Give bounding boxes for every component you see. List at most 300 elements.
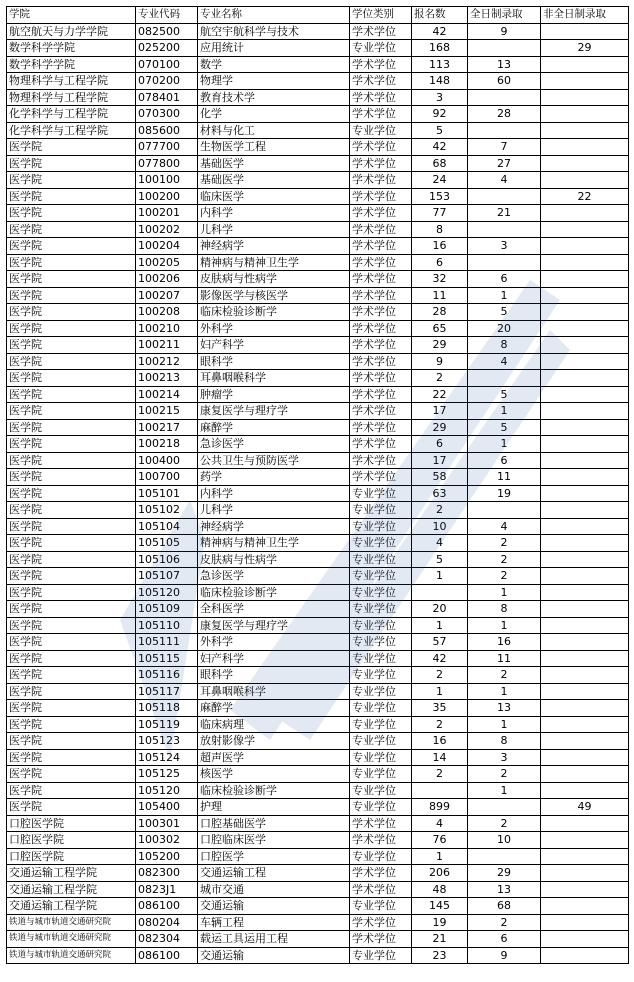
table-row (7, 320, 629, 337)
cell-college: 医学院 (7, 188, 136, 205)
cell-college: 铁道与城市轨道交通研究院 (7, 914, 136, 931)
cell-degree-type: 专业学位 (350, 617, 412, 634)
cell-fulltime: 4 (468, 518, 541, 535)
cell-degree-type: 学术学位 (350, 205, 412, 222)
cell-parttime: 29 (541, 40, 629, 57)
table-row (7, 419, 629, 436)
cell-parttime (541, 139, 629, 156)
cell-parttime (541, 733, 629, 750)
cell-college: 医学院 (7, 370, 136, 387)
cell-fulltime: 19 (468, 485, 541, 502)
cell-degree-type: 专业学位 (350, 947, 412, 964)
cell-code: 100400 (136, 452, 198, 469)
table-row (7, 73, 629, 90)
cell-parttime (541, 898, 629, 915)
cell-college: 医学院 (7, 733, 136, 750)
cell-major: 化学 (198, 106, 350, 123)
cell-parttime (541, 848, 629, 865)
cell-parttime (541, 304, 629, 321)
cell-parttime (541, 650, 629, 667)
cell-fulltime: 2 (468, 667, 541, 684)
cell-code: 085600 (136, 122, 198, 139)
cell-parttime (541, 881, 629, 898)
cell-major: 麻醉学 (198, 419, 350, 436)
cell-code: 100207 (136, 287, 198, 304)
table-row (7, 304, 629, 321)
cell-applicants: 35 (412, 700, 468, 717)
cell-fulltime: 1 (468, 716, 541, 733)
table-row (7, 634, 629, 651)
table-row (7, 155, 629, 172)
table-row (7, 716, 629, 733)
cell-college: 医学院 (7, 386, 136, 403)
cell-college: 医学院 (7, 716, 136, 733)
cell-code: 100205 (136, 254, 198, 271)
table-row (7, 766, 629, 783)
cell-parttime (541, 106, 629, 123)
cell-degree-type: 专业学位 (350, 782, 412, 799)
cell-degree-type: 专业学位 (350, 634, 412, 651)
cell-major: 药学 (198, 469, 350, 486)
cell-code: 100211 (136, 337, 198, 354)
table-row (7, 56, 629, 73)
cell-code: 100201 (136, 205, 198, 222)
cell-degree-type: 专业学位 (350, 716, 412, 733)
cell-applicants: 10 (412, 518, 468, 535)
cell-college: 交通运输工程学院 (7, 865, 136, 882)
table-row (7, 535, 629, 552)
cell-fulltime (468, 89, 541, 106)
cell-degree-type: 学术学位 (350, 865, 412, 882)
cell-code: 105101 (136, 485, 198, 502)
cell-degree-type: 专业学位 (350, 733, 412, 750)
cell-college: 医学院 (7, 436, 136, 453)
cell-code: 105120 (136, 584, 198, 601)
cell-major: 麻醉学 (198, 700, 350, 717)
cell-degree-type: 专业学位 (350, 601, 412, 618)
cell-applicants: 29 (412, 419, 468, 436)
table-row (7, 551, 629, 568)
cell-fulltime: 21 (468, 205, 541, 222)
cell-parttime (541, 73, 629, 90)
cell-code: 105115 (136, 650, 198, 667)
cell-fulltime (468, 221, 541, 238)
table-row (7, 584, 629, 601)
cell-code: 100210 (136, 320, 198, 337)
cell-fulltime: 2 (468, 535, 541, 552)
cell-college: 交通运输工程学院 (7, 898, 136, 915)
cell-major: 外科学 (198, 634, 350, 651)
cell-major: 儿科学 (198, 502, 350, 519)
cell-parttime: 49 (541, 799, 629, 816)
cell-code: 077800 (136, 155, 198, 172)
cell-major: 教育技术学 (198, 89, 350, 106)
cell-degree-type: 学术学位 (350, 337, 412, 354)
cell-college: 化学科学与工程学院 (7, 106, 136, 123)
cell-college: 化学科学与工程学院 (7, 122, 136, 139)
cell-fulltime: 4 (468, 172, 541, 189)
cell-college: 医学院 (7, 320, 136, 337)
table-row (7, 568, 629, 585)
cell-major: 超声医学 (198, 749, 350, 766)
cell-applicants: 1 (412, 617, 468, 634)
cell-parttime (541, 716, 629, 733)
cell-degree-type: 专业学位 (350, 749, 412, 766)
cell-degree-type: 专业学位 (350, 40, 412, 57)
cell-parttime (541, 749, 629, 766)
table-row (7, 188, 629, 205)
cell-college: 医学院 (7, 551, 136, 568)
cell-applicants: 2 (412, 667, 468, 684)
cell-code: 105116 (136, 667, 198, 684)
cell-major: 放射影像学 (198, 733, 350, 750)
cell-degree-type: 学术学位 (350, 815, 412, 832)
cell-degree-type: 专业学位 (350, 568, 412, 585)
cell-code: 105125 (136, 766, 198, 783)
cell-fulltime: 11 (468, 650, 541, 667)
cell-code: 070100 (136, 56, 198, 73)
cell-code: 082304 (136, 931, 198, 948)
cell-parttime (541, 782, 629, 799)
cell-parttime (541, 254, 629, 271)
cell-code: 070200 (136, 73, 198, 90)
cell-applicants: 42 (412, 139, 468, 156)
cell-parttime (541, 584, 629, 601)
cell-college: 医学院 (7, 535, 136, 552)
cell-college: 医学院 (7, 139, 136, 156)
cell-degree-type: 专业学位 (350, 551, 412, 568)
cell-major: 临床病理 (198, 716, 350, 733)
cell-fulltime: 1 (468, 287, 541, 304)
cell-fulltime: 8 (468, 601, 541, 618)
cell-college: 医学院 (7, 271, 136, 288)
cell-applicants: 1 (412, 848, 468, 865)
cell-fulltime (468, 799, 541, 816)
cell-degree-type: 学术学位 (350, 832, 412, 849)
cell-applicants: 8 (412, 221, 468, 238)
cell-fulltime: 13 (468, 881, 541, 898)
cell-fulltime: 2 (468, 568, 541, 585)
table-row (7, 386, 629, 403)
cell-college: 医学院 (7, 172, 136, 189)
cell-applicants: 17 (412, 452, 468, 469)
cell-college: 医学院 (7, 353, 136, 370)
cell-degree-type: 学术学位 (350, 254, 412, 271)
cell-college: 医学院 (7, 617, 136, 634)
cell-degree-type: 学术学位 (350, 304, 412, 321)
cell-major: 航空宇航科学与技术 (198, 23, 350, 40)
cell-applicants: 2 (412, 716, 468, 733)
cell-applicants: 63 (412, 485, 468, 502)
cell-degree-type: 专业学位 (350, 898, 412, 915)
cell-college: 物理科学与工程学院 (7, 89, 136, 106)
cell-fulltime: 60 (468, 73, 541, 90)
cell-degree-type: 学术学位 (350, 271, 412, 288)
cell-degree-type: 学术学位 (350, 419, 412, 436)
cell-degree-type: 专业学位 (350, 535, 412, 552)
table-row (7, 40, 629, 57)
cell-major: 交通运输 (198, 898, 350, 915)
cell-college: 医学院 (7, 683, 136, 700)
cell-applicants: 145 (412, 898, 468, 915)
cell-college: 医学院 (7, 584, 136, 601)
cell-fulltime (468, 40, 541, 57)
cell-applicants: 5 (412, 551, 468, 568)
cell-college: 医学院 (7, 650, 136, 667)
cell-major: 材料与化工 (198, 122, 350, 139)
cell-parttime (541, 89, 629, 106)
cell-major: 临床检验诊断学 (198, 584, 350, 601)
cell-parttime (541, 122, 629, 139)
cell-parttime (541, 766, 629, 783)
cell-major: 交通运输工程 (198, 865, 350, 882)
cell-college: 医学院 (7, 667, 136, 684)
table-row (7, 122, 629, 139)
cell-major: 临床检验诊断学 (198, 782, 350, 799)
cell-major: 眼科学 (198, 667, 350, 684)
table-row (7, 221, 629, 238)
cell-college: 口腔医学院 (7, 848, 136, 865)
cell-major: 耳鼻咽喉科学 (198, 683, 350, 700)
cell-parttime (541, 370, 629, 387)
cell-applicants: 3 (412, 89, 468, 106)
cell-code: 100204 (136, 238, 198, 255)
cell-code: 105124 (136, 749, 198, 766)
cell-college: 数学科学学院 (7, 40, 136, 57)
cell-code: 025200 (136, 40, 198, 57)
cell-parttime (541, 667, 629, 684)
cell-code: 077700 (136, 139, 198, 156)
cell-fulltime: 68 (468, 898, 541, 915)
cell-applicants: 21 (412, 931, 468, 948)
cell-applicants: 32 (412, 271, 468, 288)
cell-degree-type: 学术学位 (350, 353, 412, 370)
table-row (7, 832, 629, 849)
cell-applicants: 16 (412, 733, 468, 750)
table-row (7, 667, 629, 684)
table-row (7, 914, 629, 931)
cell-degree-type: 专业学位 (350, 766, 412, 783)
cell-parttime (541, 353, 629, 370)
cell-college: 医学院 (7, 700, 136, 717)
cell-major: 儿科学 (198, 221, 350, 238)
cell-parttime (541, 172, 629, 189)
cell-college: 医学院 (7, 502, 136, 519)
cell-fulltime: 27 (468, 155, 541, 172)
table-row (7, 782, 629, 799)
table-row (7, 683, 629, 700)
cell-major: 妇产科学 (198, 650, 350, 667)
cell-code: 105102 (136, 502, 198, 519)
cell-college: 医学院 (7, 485, 136, 502)
cell-fulltime: 2 (468, 551, 541, 568)
cell-code: 100301 (136, 815, 198, 832)
table-row (7, 601, 629, 618)
cell-code: 100217 (136, 419, 198, 436)
cell-parttime (541, 23, 629, 40)
cell-degree-type: 学术学位 (350, 403, 412, 420)
header-col-college: 学院 (7, 7, 136, 24)
cell-applicants: 168 (412, 40, 468, 57)
cell-college: 航空航天与力学学院 (7, 23, 136, 40)
cell-fulltime: 1 (468, 782, 541, 799)
cell-fulltime: 2 (468, 914, 541, 931)
cell-parttime (541, 205, 629, 222)
cell-applicants (412, 584, 468, 601)
cell-major: 物理学 (198, 73, 350, 90)
cell-major: 影像医学与核医学 (198, 287, 350, 304)
table-row (7, 89, 629, 106)
cell-degree-type: 学术学位 (350, 436, 412, 453)
cell-code: 082300 (136, 865, 198, 882)
enrollment-table (6, 6, 629, 964)
cell-major: 精神病与精神卫生学 (198, 535, 350, 552)
cell-major: 车辆工程 (198, 914, 350, 931)
table-row (7, 403, 629, 420)
cell-fulltime: 10 (468, 832, 541, 849)
cell-parttime (541, 452, 629, 469)
cell-code: 105118 (136, 700, 198, 717)
cell-major: 内科学 (198, 205, 350, 222)
cell-major: 应用统计 (198, 40, 350, 57)
cell-fulltime: 16 (468, 634, 541, 651)
cell-code: 100302 (136, 832, 198, 849)
table-row (7, 139, 629, 156)
table-row (7, 947, 629, 964)
table-row (7, 931, 629, 948)
cell-code: 105119 (136, 716, 198, 733)
cell-applicants: 9 (412, 353, 468, 370)
cell-parttime (541, 469, 629, 486)
cell-college: 医学院 (7, 254, 136, 271)
cell-applicants (412, 782, 468, 799)
cell-code: 100215 (136, 403, 198, 420)
cell-applicants: 899 (412, 799, 468, 816)
cell-applicants: 2 (412, 370, 468, 387)
cell-fulltime: 11 (468, 469, 541, 486)
cell-code: 100700 (136, 469, 198, 486)
cell-code: 080204 (136, 914, 198, 931)
cell-major: 神经病学 (198, 238, 350, 255)
cell-code: 105120 (136, 782, 198, 799)
cell-fulltime: 6 (468, 931, 541, 948)
table-row (7, 469, 629, 486)
cell-college: 口腔医学院 (7, 815, 136, 832)
cell-college: 医学院 (7, 634, 136, 651)
cell-fulltime: 3 (468, 238, 541, 255)
cell-code: 105111 (136, 634, 198, 651)
cell-applicants: 29 (412, 337, 468, 354)
cell-major: 载运工具运用工程 (198, 931, 350, 948)
cell-major: 康复医学与理疗学 (198, 403, 350, 420)
cell-fulltime: 2 (468, 766, 541, 783)
cell-parttime (541, 221, 629, 238)
cell-degree-type: 学术学位 (350, 188, 412, 205)
cell-college: 医学院 (7, 452, 136, 469)
cell-applicants: 24 (412, 172, 468, 189)
table-row (7, 436, 629, 453)
table-row (7, 370, 629, 387)
cell-code: 105200 (136, 848, 198, 865)
cell-parttime (541, 832, 629, 849)
cell-college: 医学院 (7, 799, 136, 816)
cell-college: 医学院 (7, 205, 136, 222)
cell-parttime (541, 271, 629, 288)
cell-major: 神经病学 (198, 518, 350, 535)
table-row (7, 353, 629, 370)
cell-college: 医学院 (7, 337, 136, 354)
cell-fulltime: 20 (468, 320, 541, 337)
cell-major: 临床医学 (198, 188, 350, 205)
cell-degree-type: 专业学位 (350, 584, 412, 601)
cell-applicants: 6 (412, 436, 468, 453)
cell-parttime (541, 931, 629, 948)
cell-applicants: 2 (412, 766, 468, 783)
cell-major: 护理 (198, 799, 350, 816)
cell-code: 105106 (136, 551, 198, 568)
cell-fulltime: 9 (468, 947, 541, 964)
cell-code: 100212 (136, 353, 198, 370)
cell-college: 数学科学学院 (7, 56, 136, 73)
cell-major: 急诊医学 (198, 568, 350, 585)
cell-degree-type: 学术学位 (350, 221, 412, 238)
cell-degree-type: 专业学位 (350, 848, 412, 865)
table-row (7, 287, 629, 304)
cell-degree-type: 专业学位 (350, 799, 412, 816)
cell-code: 105105 (136, 535, 198, 552)
cell-parttime (541, 535, 629, 552)
cell-code: 100100 (136, 172, 198, 189)
cell-college: 医学院 (7, 568, 136, 585)
header-col-applicants: 报名数 (412, 7, 468, 24)
table-row (7, 23, 629, 40)
cell-code: 100214 (136, 386, 198, 403)
cell-college: 医学院 (7, 518, 136, 535)
cell-degree-type: 学术学位 (350, 469, 412, 486)
cell-code: 100206 (136, 271, 198, 288)
table-row (7, 848, 629, 865)
cell-parttime (541, 568, 629, 585)
cell-fulltime: 28 (468, 106, 541, 123)
cell-major: 城市交通 (198, 881, 350, 898)
cell-major: 口腔基础医学 (198, 815, 350, 832)
cell-degree-type: 学术学位 (350, 155, 412, 172)
table-row (7, 172, 629, 189)
cell-major: 核医学 (198, 766, 350, 783)
cell-applicants: 148 (412, 73, 468, 90)
cell-degree-type: 专业学位 (350, 502, 412, 519)
cell-degree-type: 学术学位 (350, 287, 412, 304)
cell-fulltime: 13 (468, 700, 541, 717)
cell-code: 0823J1 (136, 881, 198, 898)
cell-college: 医学院 (7, 238, 136, 255)
cell-major: 皮肤病与性病学 (198, 271, 350, 288)
cell-applicants: 28 (412, 304, 468, 321)
cell-major: 基础医学 (198, 172, 350, 189)
cell-college: 医学院 (7, 403, 136, 420)
cell-fulltime (468, 188, 541, 205)
cell-degree-type: 专业学位 (350, 122, 412, 139)
cell-parttime (541, 865, 629, 882)
cell-major: 急诊医学 (198, 436, 350, 453)
cell-parttime (541, 502, 629, 519)
cell-major: 临床检验诊断学 (198, 304, 350, 321)
table-row (7, 898, 629, 915)
cell-college: 医学院 (7, 221, 136, 238)
table-row (7, 881, 629, 898)
cell-code: 105104 (136, 518, 198, 535)
cell-college: 医学院 (7, 782, 136, 799)
